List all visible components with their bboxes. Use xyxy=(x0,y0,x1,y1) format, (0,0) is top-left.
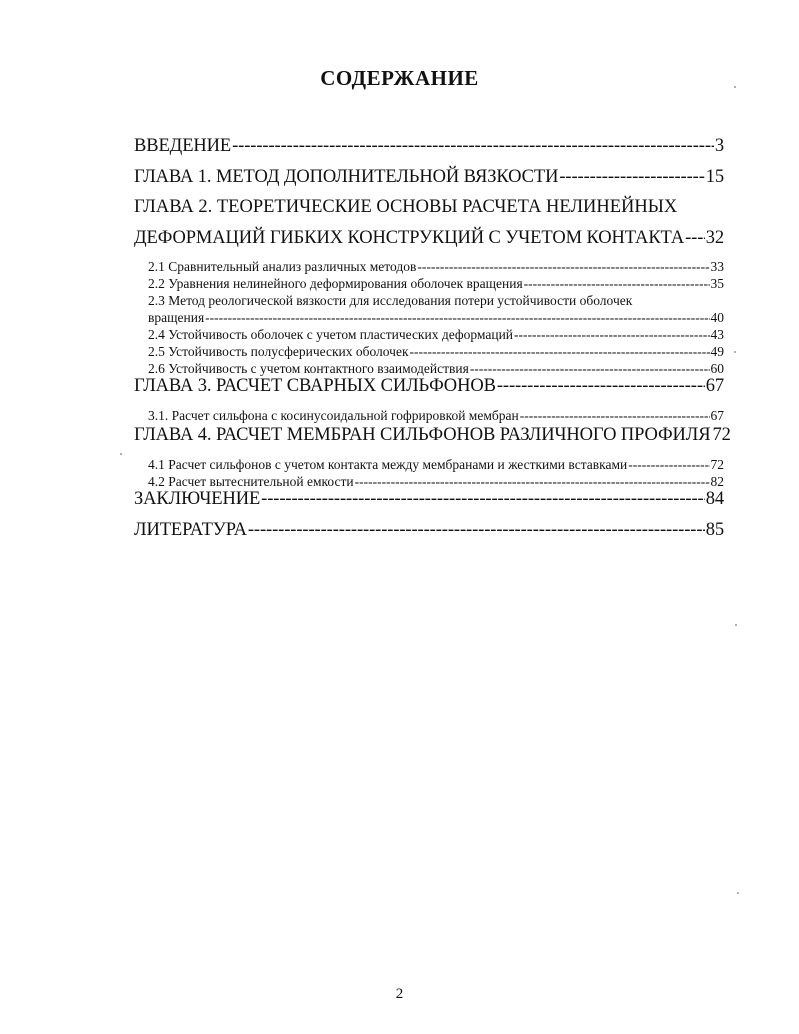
toc-entry-text: вращения xyxy=(148,310,205,325)
toc-entry-text: 2.4 Устойчивость оболочек с учетом пластических деформаций xyxy=(148,327,514,342)
toc-page-number: 32 xyxy=(705,228,724,248)
toc-entry-section-2-4 xyxy=(134,327,724,343)
toc-leader xyxy=(248,520,705,541)
toc-leader xyxy=(628,457,709,473)
toc-entry-chapter-3 xyxy=(134,376,724,397)
toc-entry-chapter-4 xyxy=(134,425,731,446)
page-title: СОДЕРЖАНИЕ xyxy=(320,66,479,90)
toc-page-number: 3 xyxy=(714,136,724,156)
toc-page-number: 43 xyxy=(710,327,724,342)
toc-entry-section-4-1 xyxy=(134,457,724,473)
toc-entry-section-2-6 xyxy=(134,361,724,377)
toc-entry-literature xyxy=(134,520,724,541)
toc-page-number: 60 xyxy=(710,361,724,376)
toc-entry-text: ЛИТЕРАТУРА xyxy=(134,520,247,540)
toc-entry-text: 3.1. Расчет сильфона с косинусоидальной гофрировкой мембран xyxy=(148,408,519,423)
toc-page-number: 84 xyxy=(705,489,724,509)
toc-leader xyxy=(232,136,714,157)
toc-leader xyxy=(685,228,705,249)
toc-page-number: 40 xyxy=(710,310,724,325)
toc-leader xyxy=(205,310,709,326)
scan-speck xyxy=(737,892,739,894)
page-number: 2 xyxy=(395,986,404,1002)
toc-leader xyxy=(417,259,709,275)
toc-entry-text: ГЛАВА 1. МЕТОД ДОПОЛНИТЕЛЬНОЙ ВЯЗКОСТИ xyxy=(134,167,559,187)
toc-leader xyxy=(559,167,704,188)
toc-entry-text: 4.1 Расчет сильфонов с учетом контакта между мембранами и жесткими вставками xyxy=(148,457,628,472)
toc-page-number: 82 xyxy=(710,474,724,489)
toc-entry-section-2-1 xyxy=(134,259,724,275)
scan-speck xyxy=(734,86,736,88)
toc-page-number: 67 xyxy=(710,408,724,423)
toc-entry-section-4-2 xyxy=(134,474,724,490)
toc-entry-text: 2.5 Устойчивость полусферических оболочек xyxy=(148,344,409,359)
toc-page-number: 15 xyxy=(705,167,724,187)
toc-page-number: 49 xyxy=(710,344,724,359)
toc-entry-text: 2.6 Устойчивость с учетом контактного взаимодействия xyxy=(148,361,469,376)
toc-entry-section-2-3-line-1: 2.3 Метод реологической вязкости для исследования потери устойчивости оболочек xyxy=(148,293,633,308)
toc-leader xyxy=(410,344,710,360)
scan-speck xyxy=(120,453,122,455)
toc-entry-conclusion xyxy=(134,489,724,510)
toc-entry-section-2-2 xyxy=(134,276,724,292)
toc-entry-text: 4.2 Расчет вытеснительной емкости xyxy=(148,474,354,489)
toc-leader xyxy=(355,474,710,490)
toc-entry-text: ГЛАВА 4. РАСЧЕТ МЕМБРАН СИЛЬФОНОВ РАЗЛИЧНОГО ПРОФИЛЯ xyxy=(134,425,711,445)
toc-leader xyxy=(514,327,709,343)
toc-entry-text: ВВЕДЕНИЕ xyxy=(134,136,232,156)
scan-speck xyxy=(735,624,737,626)
toc-page-number: 85 xyxy=(705,520,724,540)
scan-speck xyxy=(734,351,736,353)
toc-entry-chapter-2-line-1: ГЛАВА 2. ТЕОРЕТИЧЕСКИЕ ОСНОВЫ РАСЧЕТА НЕЛИНЕЙНЫХ xyxy=(134,197,678,217)
toc-page-number: 35 xyxy=(710,276,724,291)
toc-leader xyxy=(524,276,710,292)
toc-page-number: 33 xyxy=(710,259,724,274)
toc-entry-text: 2.2 Уравнения нелинейного деформирования оболочек вращения xyxy=(148,276,523,291)
toc-entry-text: ЗАКЛЮЧЕНИЕ xyxy=(134,489,261,509)
toc-entry-text: 2.1 Сравнительный анализ различных методов xyxy=(148,259,417,274)
toc-page-number: 67 xyxy=(705,376,724,396)
toc-entry-section-2-3 xyxy=(134,310,724,326)
toc-entry-section-3-1 xyxy=(134,408,724,424)
toc-entry-introduction xyxy=(134,136,724,157)
toc-leader xyxy=(261,489,705,510)
toc-entry-text: ГЛАВА 3. РАСЧЕТ СВАРНЫХ СИЛЬФОНОВ xyxy=(134,376,496,396)
toc-entry-chapter-2 xyxy=(134,228,724,249)
toc-entry-text: ДЕФОРМАЦИЙ ГИБКИХ КОНСТРУКЦИЙ С УЧЕТОМ КОНТАКТА xyxy=(134,228,685,248)
toc-entry-chapter-1 xyxy=(134,167,724,188)
toc-leader xyxy=(520,408,710,424)
toc-entry-section-2-5 xyxy=(134,344,724,360)
toc-page-number: 72 xyxy=(712,425,731,445)
toc-leader xyxy=(497,376,705,397)
toc-page-number: 72 xyxy=(710,457,724,472)
toc-leader xyxy=(470,361,710,377)
